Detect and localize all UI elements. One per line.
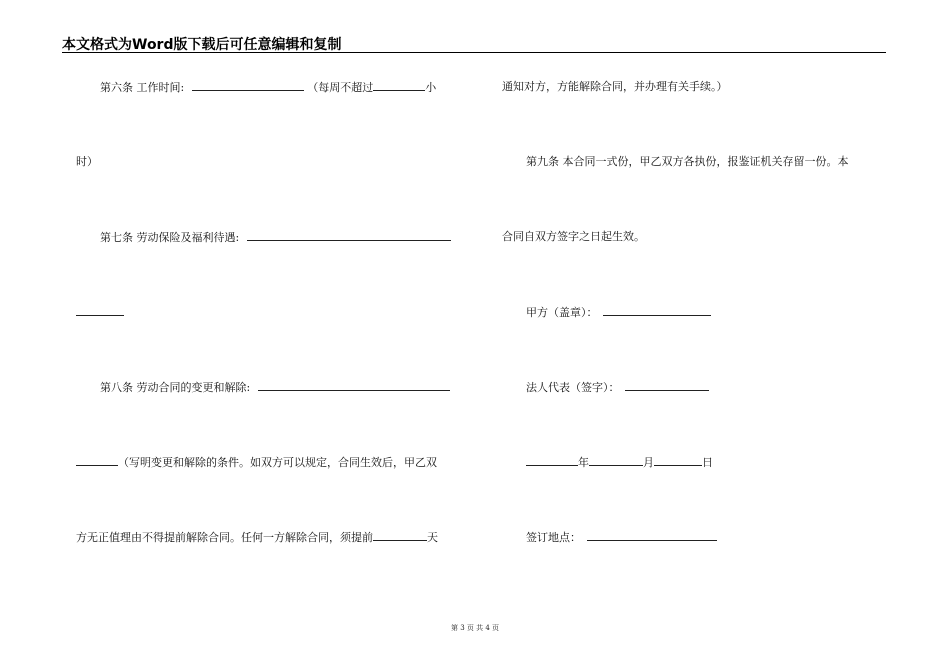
work-hours-blank <box>192 80 304 91</box>
article-8-continuation <box>76 455 437 470</box>
year-blank <box>526 455 578 466</box>
legal-rep-line <box>526 380 709 395</box>
article-6-end-text: 小 <box>425 81 437 94</box>
signing-place-blank <box>587 530 717 541</box>
notice-continuation: 通知对方，方能解除合同，并办理有关手续。） <box>502 80 728 93</box>
article-8-line <box>100 380 450 395</box>
article-6-label: 第六条 工作时间: <box>100 81 185 94</box>
article-8-days-text: 天 <box>427 531 438 544</box>
header-divider <box>62 52 886 53</box>
article-6-line <box>100 80 436 95</box>
document-header-title: 本文格式为Word版下载后可任意编辑和复制 <box>62 37 342 53</box>
day-blank <box>654 455 702 466</box>
insurance-benefits-blank <box>247 230 451 241</box>
legal-rep-signature-blank <box>625 380 709 391</box>
month-label: 月 <box>643 456 654 469</box>
article-8-continuation-2 <box>76 530 438 545</box>
page-footer: 第 3 页 共 4 页 <box>450 624 500 632</box>
year-label: 年 <box>578 456 589 469</box>
weekly-hours-blank <box>373 80 425 91</box>
article-7-line <box>100 230 451 245</box>
signing-place-line <box>526 530 717 545</box>
month-blank <box>589 455 643 466</box>
date-line <box>526 455 713 470</box>
article-9-continuation: 合同自双方签字之日起生效。 <box>502 230 645 243</box>
signing-place-label: 签订地点： <box>526 531 581 544</box>
article-6-paren-text: （每周不超过 <box>307 81 374 94</box>
party-a-label: 甲方（盖章）： <box>526 306 598 319</box>
notice-days-blank <box>373 530 427 541</box>
party-a-line <box>526 305 711 320</box>
legal-rep-label: 法人代表（签字）： <box>526 381 620 394</box>
article-7-continuation <box>76 305 124 320</box>
article-8-paren-text: （写明变更和解除的条件。如双方可以规定，合同生效后，甲乙双 <box>118 456 437 469</box>
article-8-label: 第八条 劳动合同的变更和解除: <box>100 381 251 394</box>
article-6-continuation: 时） <box>76 155 98 168</box>
article-7-label: 第七条 劳动保险及福利待遇: <box>100 231 240 244</box>
party-a-seal-blank <box>603 305 711 316</box>
insurance-benefits-blank-2 <box>76 305 124 316</box>
article-9-line: 第九条 本合同一式份，甲乙双方各执份，报鉴证机关存留一份。本 <box>526 155 849 168</box>
contract-change-blank-2 <box>76 455 118 466</box>
day-label: 日 <box>702 456 713 469</box>
contract-change-blank <box>258 380 450 391</box>
article-8-notice-text: 方无正值理由不得提前解除合同。任何一方解除合同，须提前 <box>76 531 373 544</box>
